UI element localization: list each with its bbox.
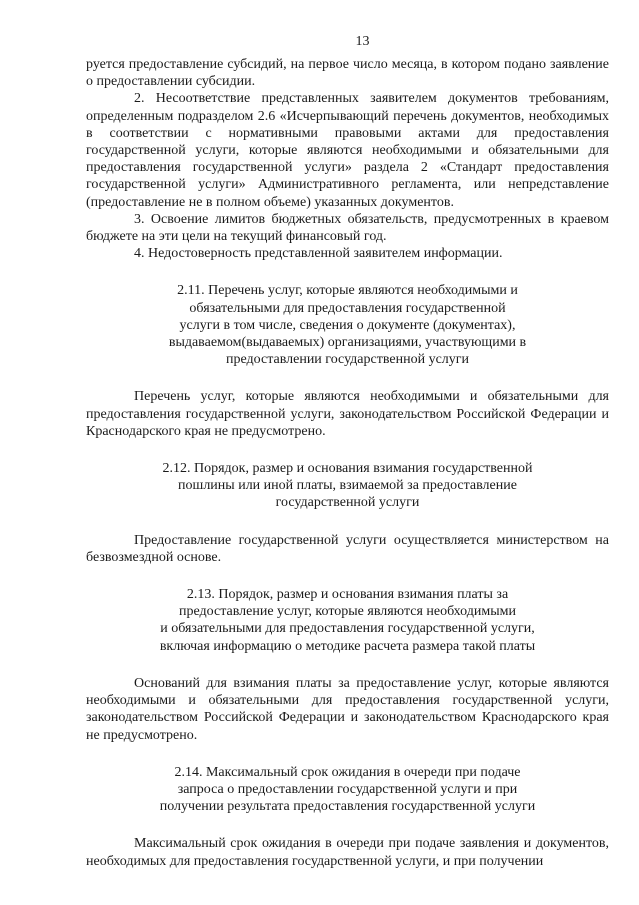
page-number: 13 (355, 34, 370, 49)
heading-line: 2.13. Порядок, размер и основания взимания платы за (186, 587, 509, 603)
paragraph-item-4: 4. Недостоверность представленной заявителем информации. (134, 246, 503, 262)
section-heading-2-13 (86, 586, 609, 655)
section-heading-2-11 (86, 282, 609, 368)
section-body-2-14: Максимальный срок ожидания в очереди при подаче заявления и документов, необходимых для предоставления государственной услуги, и при получении (86, 836, 609, 869)
section-body-2-11: Перечень услуг, которые являются необходимыми и обязательными для предоставления государственной услуги, законодательством Российской Федерации и Краснодарского края не предусмотрено. (86, 389, 609, 439)
heading-line: 2.12. Порядок, размер и основания взимания государственной (162, 461, 533, 477)
heading-line: получении результата предоставления государственной услуги (159, 799, 536, 815)
heading-line: 2.14. Максимальный срок ожидания в очереди при подаче (174, 764, 521, 780)
section-heading-2-14 (86, 764, 609, 816)
heading-line: обязательными для предоставления государственной (189, 300, 506, 316)
heading-line: услуги в том числе, сведения о документе (документах), (179, 317, 516, 333)
heading-line: включая информацию о методике расчета размера такой платы (159, 638, 536, 654)
heading-line: выдаваемом(выдаваемых) организациями, участвующими в (168, 335, 527, 351)
heading-line: и обязательными для предоставления государственной услуги, (160, 621, 535, 637)
heading-line: пошлины или иной платы, взимаемой за предоставление (178, 478, 517, 494)
section-body-2-12: Предоставление государственной услуги осуществляется министерством на безвозмездной основе. (86, 532, 609, 565)
heading-line: 2.11. Перечень услуг, которые являются необходимыми и (177, 283, 518, 299)
paragraph-item-2: 2. Несоответствие представленных заявителем документов требованиям, определенным подразделом 2.6 «Исчерпывающий перечень документов, необходимых в соответствии с нормативными правовыми актами для предоставления государственной услуги, которые являются необходимыми и обязательными для предоставления государственной услуги» раздела 2 «Стандарт предоставления государственной услуги» Административного регламента, или непредставление (предоставление не в полном объеме) указанных документов. (86, 91, 609, 210)
heading-line: государственной услуги (275, 495, 420, 511)
section-heading-2-12 (86, 460, 609, 512)
heading-line: запроса о предоставлении государственной услуги и при (177, 781, 518, 797)
heading-line: предоставление услуг, которые являются необходимыми (179, 604, 516, 620)
paragraph-continuation: руется предоставление субсидий, на первое число месяца, в котором подано заявление о предоставлении субсидии. (86, 57, 609, 90)
heading-line: предоставлении государственной услуги (225, 352, 470, 368)
paragraph-item-3: 3. Освоение лимитов бюджетных обязательств, предусмотренных в краевом бюджете на эти цели на текущий финансовый год. (86, 211, 609, 245)
section-body-2-13: Оснований для взимания платы за предоставление услуг, которые являются необходимыми и обязательными для предоставления государственной услуги, законодательством Российской Федерации и законодательством Краснодарского края не предусмотрено. (86, 675, 609, 743)
